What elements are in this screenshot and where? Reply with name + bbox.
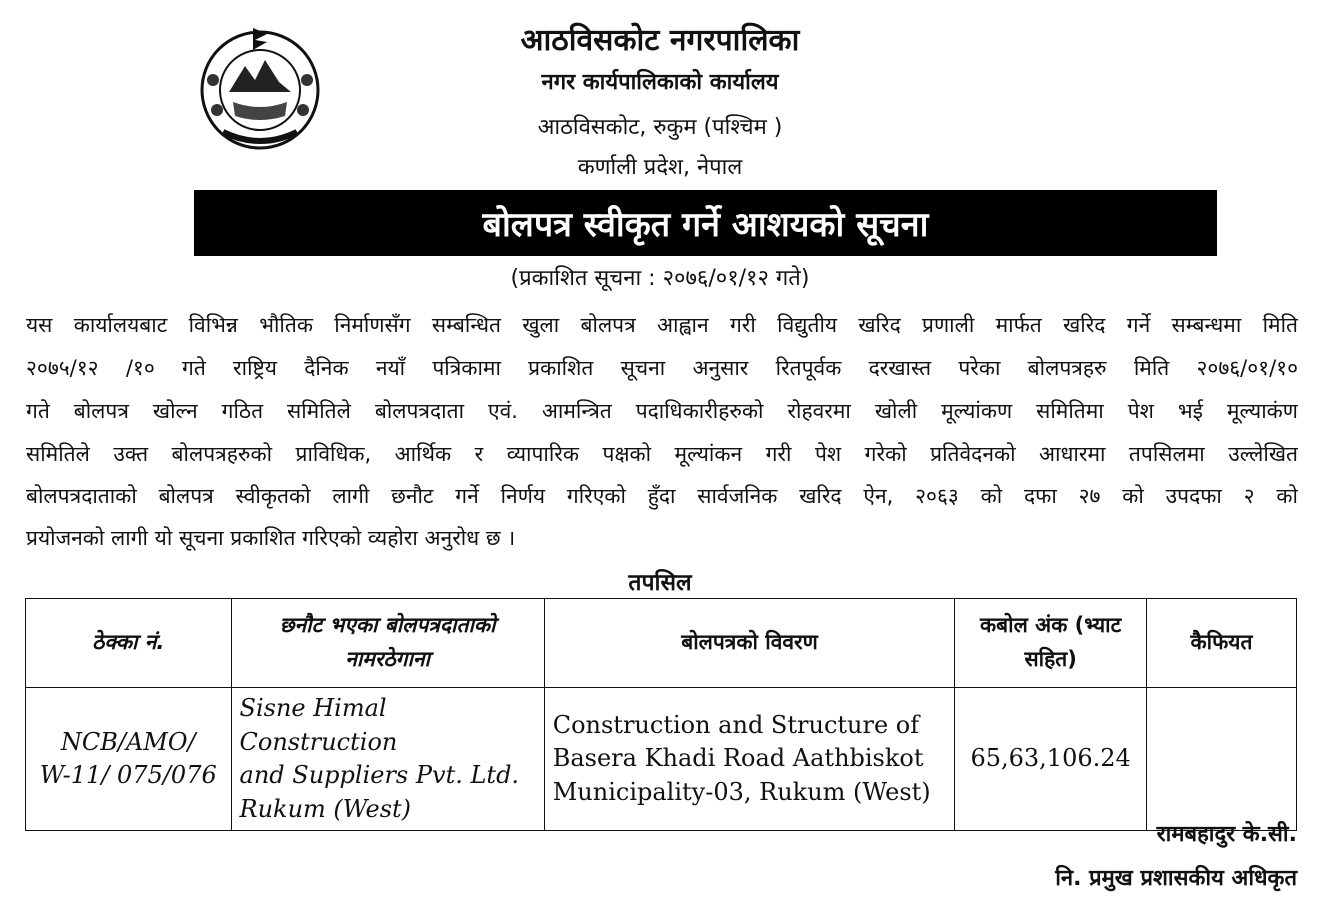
contract-no-line: W-11/ 075/076: [39, 761, 217, 790]
office-address: आठविसकोट, रुकुम (पश्चिम ): [537, 115, 783, 140]
contract-no-line: NCB/AMO/: [60, 727, 196, 756]
bidder-line: Sisne Himal Construction: [239, 694, 398, 756]
office-name: नगर कार्यपालिकाको कार्यालय: [541, 70, 779, 95]
description-line: Basera Khadi Road Aathbiskot: [552, 744, 924, 773]
cell-contract-no: [26, 688, 232, 831]
bidder-line: and Suppliers Pvt. Ltd.: [239, 761, 520, 790]
details-table: [25, 598, 1297, 831]
table-heading: तपसिल: [628, 570, 692, 596]
signatory-name: रामबहादुर के.सी.: [1156, 822, 1297, 847]
body-line: यस कार्यालयबाट विभिन्न भौतिक निर्माणसँग सम्बन्धित खुला बोलपत्र आह्वान गरी विद्युतीय खरिद प्रणाली मार्फत खरिद गर्ने सम्बन्धमा मिति: [26, 313, 1298, 337]
header-remarks: कैफियत: [1146, 599, 1296, 688]
cell-bidder: [231, 688, 544, 831]
cell-remarks: [1146, 688, 1296, 831]
header-bidder: छनौट भएका बोलपत्रदाताको नामरठेगाना: [231, 599, 544, 688]
publication-date: (प्रकाशित सूचना : २०७६/०१/१२ गते): [510, 266, 810, 291]
body-line: प्रयोजनको लागी यो सूचना प्रकाशित गरिएको व्यहोरा अनुरोध छ ।: [26, 526, 516, 550]
cell-amount: 65,63,106.24: [955, 688, 1147, 831]
bidder-line: Rukum (West): [239, 794, 412, 823]
header-amount: कबोल अंक (भ्याट सहित): [955, 599, 1147, 688]
body-line: समितिले उक्त बोलपत्रहरुको प्राविधिक, आर्थिक र व्यापारिक पक्षको मूल्यांकन गरी पेश गरेको प्रतिवेदनको आधारमा तपसिलमा उल्लेखित: [26, 442, 1298, 466]
description-line: Construction and Structure of: [552, 710, 920, 739]
description-line: Municipality-03, Rukum (West): [552, 777, 931, 806]
body-line: गते बोलपत्र खोल्न गठित समितिले बोलपत्रदाता एवं. आमन्त्रित पदाधिकारीहरुको रोहवरमा खोली मूल्यांकण समितिमा पेश भई मूल्याकंण: [26, 399, 1298, 423]
cell-description: [544, 688, 955, 831]
nepal-emblem-logo: [193, 20, 327, 154]
notice-title: बोलपत्र स्वीकृत गर्ने आशयको सूचना: [194, 190, 1217, 256]
table-header-row: [26, 599, 1297, 688]
signatory-designation: नि. प्रमुख प्रशासकीय अधिकृत: [1055, 866, 1297, 891]
body-line: २०७५/१२ /१० गते राष्ट्रिय दैनिक नयाँ पत्रिकामा प्रकाशित सूचना अनुसार रितपूर्वक दरखास्त परेका बोलपत्रहरु मिति २०७६/०१/१०: [26, 356, 1298, 380]
table-row: [26, 688, 1297, 831]
header-description: बोलपत्रको विवरण: [544, 599, 955, 688]
office-province: कर्णाली प्रदेश, नेपाल: [577, 155, 743, 180]
body-line: बोलपत्रदाताको बोलपत्र स्वीकृतको लागी छनौट गर्ने निर्णय गरिएको हुँदा सार्वजनिक खरिद ऐन, २०६३ को दफा २७ को उपदफा २ को: [26, 484, 1298, 508]
org-name: आठविसकोट नगरपालिका: [520, 23, 800, 58]
header-contract-no: ठेक्का नं.: [26, 599, 232, 688]
